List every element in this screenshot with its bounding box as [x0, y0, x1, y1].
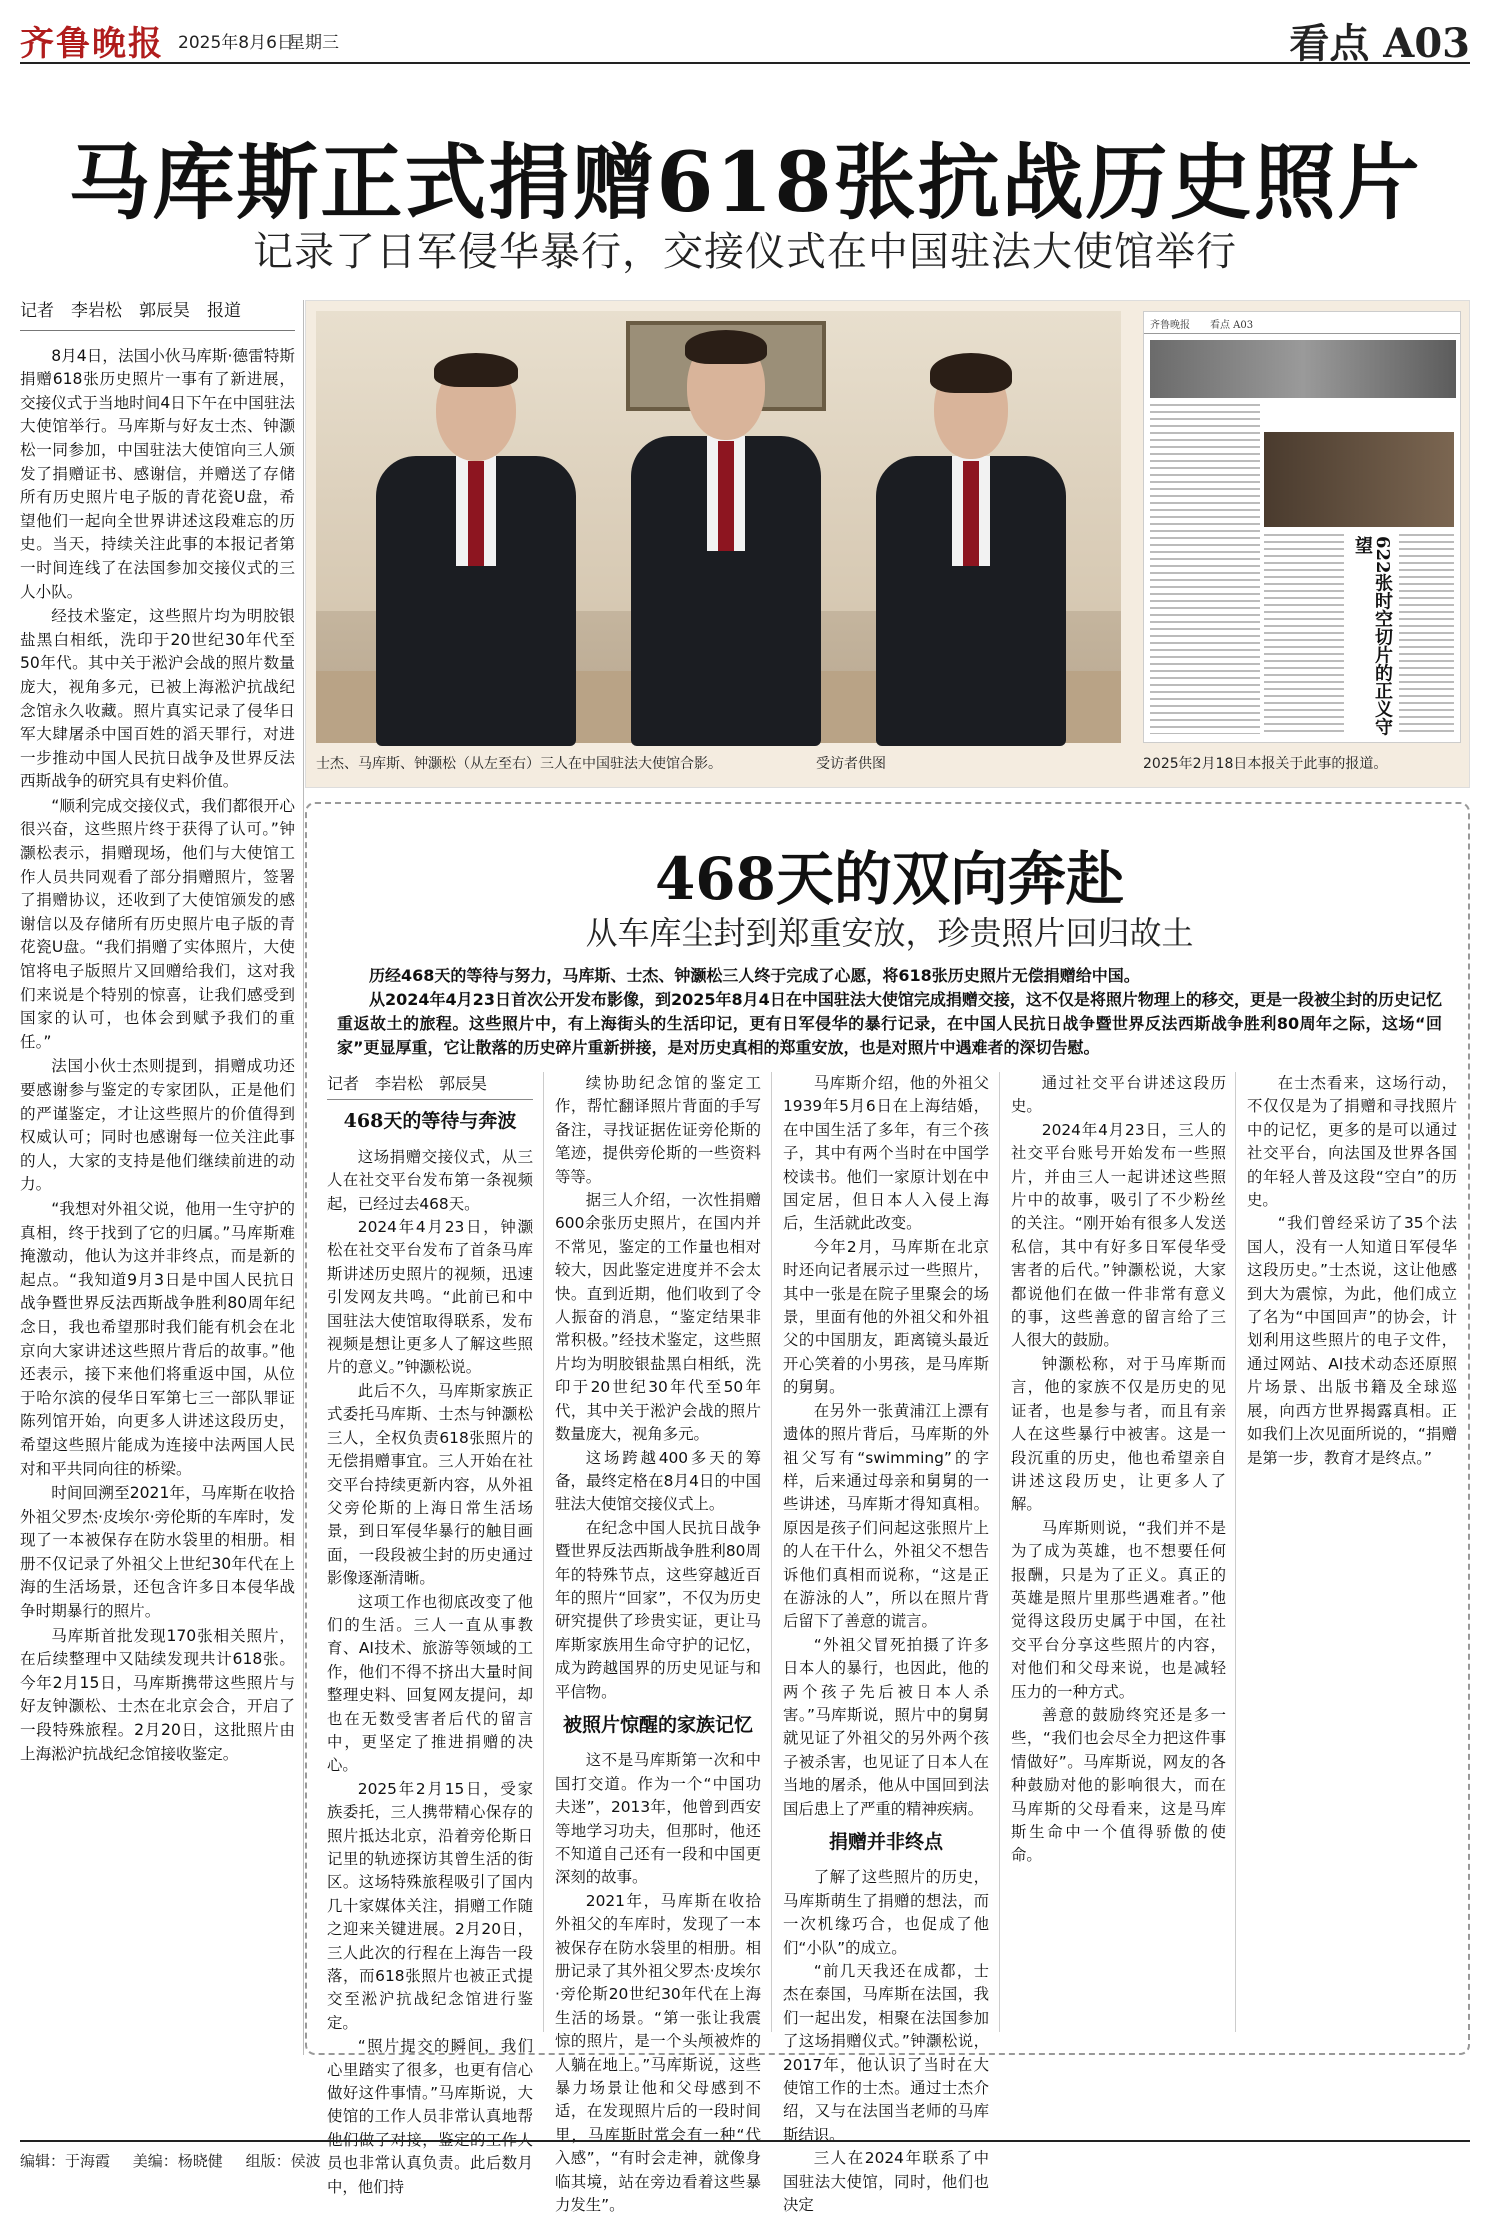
story-paragraph: 据三人介绍，一次性捐赠600余张历史照片，在国内并不常见，鉴定的工作量也相对较大，因此鉴定进度并不会太快。直到近期，他们收到了令人振奋的消息，“鉴定结果非常积极。”经技术鉴定，这些照片均为明胶银盐黑白相纸，洗印于20世纪30年代至50年代，其中关于淞沪会战的照片数量庞大，视角多元。 [555, 1191, 761, 1444]
left-paragraph: 法国小伙士杰则提到，捐赠成功还要感谢参与鉴定的专家团队，正是他们的严谨鉴定，才让这些照片的价值得到权威认可；同时也感谢每一位关注此事的人，大家的支持是他们继续前进的动力。 [20, 1057, 295, 1194]
left-paragraph: 时间回溯至2021年，马库斯在收拾外祖父罗杰·皮埃尔·旁伦斯的车库时，发现了一本被保存在防水袋里的相册。相册不仅记录了外祖父上世纪30年代在上海的生活场景，还包含许多日本侵华战争时期暴行的照片。 [20, 1484, 296, 1621]
story-paragraph: 善意的鼓励终究还是多一些，“我们也会尽全力把这件事情做好”。马库斯说，网友的各种鼓励对他的影响很大，而在马库斯的父母看来，这是马库斯生命中一个值得骄傲的使命。 [1011, 1705, 1226, 1865]
story-paragraph: 三人在2024年联系了中国驻法大使馆，同时，他们也决定 [783, 2149, 989, 2215]
story-paragraph: 在另外一张黄浦江上漂有遗体的照片背后，马库斯的外祖父写有“swimming”的字样，后来通过母亲和舅舅的一些讲述，马库斯才得知真相。原因是孩子们问起这张照片上的人在干什么，外祖父不想告诉他们真相而说称，“这是正在游泳的人”，所以在照片背后留下了善意的谎言。 [783, 1401, 989, 1631]
thumbnail-text-column [1150, 404, 1260, 734]
photo-caption [316, 753, 1121, 773]
story-paragraph: 钟灏松称，对于马库斯而言，他的家族不仅是历史的见证者，也是参与者，而且有亲人在这些暴行中被害。这是一段沉重的历史，他也希望亲自讲述这段历史，让更多人了解。 [1011, 1354, 1226, 1514]
story-paragraph: “照片提交的瞬间，我们心里踏实了很多，也更有信心做好这件事情。”马库斯说，大使馆的工作人员非常认真地帮他们做了对接，鉴定的工作人员也非常认真负责。此后数月中，他们持 [327, 2037, 533, 2196]
feature-story [305, 802, 1470, 2215]
story-paragraph: 通过社交平台讲述这段历史。 [1011, 1074, 1226, 1116]
newspaper-logo: 齐鲁晚报 [20, 24, 164, 64]
thumbnail-photo [1264, 432, 1454, 527]
thumbnail-vertical-title: 622张时空切片的正义守望 [1352, 536, 1393, 736]
main-subheadline: 记录了日军侵华暴行，交接仪式在中国驻法大使馆举行 [253, 229, 1237, 275]
story-paragraph: 这场捐赠交接仪式，从三人在社交平台发布第一条视频起，已经过去468天。 [327, 1147, 533, 1213]
story-column-4 [1011, 1072, 1226, 1868]
story-paragraph: 在士杰看来，这场行动，不仅仅是为了捐赠和寻找照片中的记忆，更多的是可以通过社交平台，向法国及世界各国的年轻人普及这段“空白”的历史。 [1247, 1074, 1457, 1210]
story-paragraph: 2021年，马库斯在收拾外祖父的车库时，发现了一本被保存在防水袋里的相册。相册记录了其外祖父罗杰·皮埃尔·旁伦斯20世纪30年代在上海生活的场景。“第一张让我震惊的照片，是一个头颅被炸的人躺在地上。”马库斯说，这些暴力场景让他和父母感到不适，在发现照片后的一段时间里，马库斯时常会有一种“代入感”，“有时会走神，就像身临其境，站在旁边看着这些暴力发生”。 [555, 1891, 761, 2215]
thumbnail-header: 齐鲁晚报 看点 A03 [1144, 312, 1460, 334]
story-byline: 记者 李岩松 郭辰昊 [327, 1072, 533, 1100]
story-column-1 [327, 1072, 533, 2199]
story-paragraph: 2024年4月23日，钟灏松在社交平台发布了首条马库斯讲述历史照片的视频，迅速引发网友共鸣。“此前已和中国驻法大使馆取得联系，发布视频是想让更多人了解这些照片的意义。”钟灏松说。 [327, 1218, 533, 1377]
section-heading: 捐赠并非终点 [828, 1831, 943, 1853]
section-heading: 468天的等待与奔波 [343, 1110, 517, 1133]
story-paragraph: 此后不久，马库斯家族正式委托马库斯、士杰与钟灏松三人，全权负责618张照片的无偿捐赠事宜。三人开始在社交平台持续更新内容，从外祖父旁伦斯的上海日常生活场景，到日军侵华暴行的触目画面，一段段被尘封的历史通过影像逐渐清晰。 [327, 1381, 533, 1588]
issue-date: 2025年8月6日 [178, 33, 294, 53]
section-label: 看点 A03 [1289, 20, 1470, 67]
story-paragraph: “外祖父冒死拍摄了许多日本人的暴行，也因此，他的两个孩子先后被日本人杀害。”马库斯说，照片中的舅舅就见证了外祖父的另外两个孩子被杀害，也见证了日本人在当地的屠杀，他从中国回到法国后患上了严重的精神疾病。 [783, 1635, 989, 1818]
left-paragraph: 马库斯首批发现170张相关照片，在后续整理中又陆续发现共计618张。今年2月15日，马库斯携带这些照片与好友钟灏松、士杰在北京会合，开启了一段特殊旅程。2月20日，这批照片由上海淞沪抗战纪念馆接收鉴定。 [20, 1626, 295, 1763]
story-paragraph: 这项工作也彻底改变了他们的生活。三人一直从事教育、AI技术、旅游等领域的工作，他们不得不挤出大量时间整理史料、回复网友提问，却也在无数受害者后代的留言中，更坚定了推进捐赠的决心。 [327, 1592, 533, 1775]
story-paragraph: 马库斯则说，“我们并不是为了成为英雄，也不想要任何报酬，只是为了正义。真正的英雄是照片里那些遇难者。”他觉得这段历史属于中国，在社交平台分享这些照片的内容，对他们和父母来说，也是减轻压力的一种方式。 [1011, 1518, 1226, 1701]
story-paragraph: 这不是马库斯第一次和中国打交道。作为一个“中国功夫迷”，2013年，他曾到西安等地学习功夫，但那时，他还不知道自己还有一段和中国更深刻的故事。 [555, 1751, 761, 1887]
lead-paragraph: 从2024年4月23日首次公开发布影像，到2025年8月4日在中国驻法大使馆完成捐赠交接，这不仅是将照片物理上的移交，更是一段被尘封的历史记忆重返故土的旅程。这些照片中，有上海街头的生活印记，更有日军侵华的暴行记录，在中国人民抗日战争暨世界反法西斯战争胜利80周年之际，这场“回家”更显厚重，它让散落的历史碎片重新拼接，是对历史真相的郑重安放，也是对照片中遇难者的深切告慰。 [337, 990, 1442, 1057]
thumbnail-caption: 2025年2月18日本报关于此事的报道。 [1143, 756, 1388, 772]
story-paragraph: 2025年2月15日，受家族委托，三人携带精心保存的照片抵达北京，沿着旁伦斯日记里的轨迹探访其曾生活的街区。这场特殊旅程吸引了国内几十家媒体关注，捐赠工作随之迎来关键进展。2月20日，三人此次的行程在上海告一段落，而618张照片也被正式提交至淞沪抗战纪念馆进行鉴定。 [327, 1779, 533, 2032]
story-column-5 [1247, 1072, 1457, 1470]
left-paragraph: “顺利完成交接仪式，我们都很开心很兴奋，这些照片终于获得了认可。”钟灏松表示，捐赠现场，他们与大使馆工作人员共同观看了部分捐赠照片，签署了捐赠协议，还收到了大使馆颁发的感谢信以及存储所有历史照片电子版的青花瓷U盘。“我们捐赠了实体照片，大使馆将电子版照片又回赠给我们，这对我们来说是个特别的惊喜，让我们感受到国家的认可，也体会到赋予我们的重任。” [20, 796, 295, 1051]
issue-weekday: 星期三 [288, 33, 339, 53]
person-right [876, 341, 1066, 743]
person-center [631, 316, 821, 743]
column-divider [1235, 1072, 1236, 2032]
photo-credit: 受访者供图 [816, 756, 886, 772]
story-paragraph: 这场跨越400多天的筹备，最终定格在8月4日的中国驻法大使馆交接仪式上。 [555, 1448, 761, 1514]
story-paragraph: “前几天我还在成都，士杰在泰国，马库斯在法国，我们一起出发，相聚在法国参加了这场捐赠仪式。”钟灏松说，2017年，他认识了当时在大使馆工作的士杰。通过士杰介绍，又与在法国当老师的马库斯结识。 [783, 1962, 989, 2144]
column-divider [303, 300, 304, 2055]
thumbnail-photo-strip [1150, 340, 1456, 398]
story-subtitle: 从车库尘封到郑重安放，珍贵照片回归故土 [585, 914, 1194, 952]
story-paragraph: 2024年4月23日，三人的社交平台账号开始发布一些照片，并由三人一起讲述这些照片中的故事，吸引了不少粉丝的关注。“刚开始有很多人发送私信，其中有好多日军侵华受害者的后代。”钟灏松说，大家都说他们在做一件非常有意义的事，这些善意的留言给了三人很大的鼓励。 [1011, 1120, 1226, 1350]
thumbnail-text-column [1399, 534, 1454, 734]
column-divider [543, 1072, 544, 2032]
column-divider [771, 1072, 772, 2032]
group-photo [316, 311, 1121, 743]
story-lead [337, 964, 1442, 1060]
left-article [20, 300, 295, 2055]
story-paragraph: 在纪念中国人民抗日战争暨世界反法西斯战争胜利80周年的特殊节点，这些穿越近百年的照片“回家”，不仅为历史研究提供了珍贵实证，更让马库斯家族用生命守护的记忆，成为跨越国界的历史见证与和平信物。 [555, 1518, 761, 1701]
left-paragraph: 经技术鉴定，这些照片均为明胶银盐黑白相纸，洗印于20世纪30年代至50年代。其中关于淞沪会战的照片数量庞大，视角多元，已被上海淞沪抗战纪念馆永久收藏。照片真实记录了侵华日军大肆屠杀中国百姓的滔天罪行，对进一步推动中国人民抗日战争及世界反法西斯战争的研究具有史料价值。 [20, 607, 295, 791]
left-byline: 记者 李岩松 郭辰昊 报道 [20, 300, 295, 331]
column-divider [999, 1072, 1000, 2032]
story-column-3 [783, 1072, 989, 2218]
previous-report-thumbnail [1143, 311, 1461, 743]
thumbnail-text-column [1264, 534, 1344, 734]
page-header [20, 12, 1470, 67]
photo-block [305, 300, 1470, 788]
story-title: 468天的双向奔赴 [654, 845, 1125, 913]
editor-credit: 编辑：于海霞 [20, 2152, 111, 2170]
story-paragraph: “我们曾经采访了35个法国人，没有一人知道日军侵华这段历史。”士杰说，这让他感到大为震惊，为此，他们成立了名为“中国回声”的协会，计划利用这些照片的电子文件，通过网站、AI技术动态还原照片场景、出版书籍及全球巡展，向西方世界揭露真相。正如我们上次见面所说的，“捐赠是第一步，教育才是终点。” [1247, 1214, 1457, 1467]
story-paragraph: 了解了这些照片的历史，马库斯萌生了捐赠的想法，而一次机缘巧合，也促成了他们“小队”的成立。 [783, 1868, 989, 1957]
person-left [376, 331, 576, 743]
page-footer [20, 2140, 1470, 2171]
left-paragraph: “我想对外祖父说，他用一生守护的真相，终于找到了它的归属。”马库斯难掩激动，他认为这并非终点，而是新的起点。“我知道9月3日是中国人民抗日战争暨世界反法西斯战争胜利80周年纪念日，我也希望那时我们能有机会在北京向大家讲述这些照片背后的故事。”他还表示，接下来他们将重返中国，从位于哈尔滨的侵华日军第七三一部队罪证陈列馆开始，向更多人讲述这段历史，希望这些照片能成为连接中法两国人民对和平共同向往的桥梁。 [20, 1199, 295, 1478]
main-headline: 马库斯正式捐赠618张抗战历史照片 [68, 135, 1422, 231]
photo-caption-text: 士杰、马库斯、钟灏松（从左至右）三人在中国驻法大使馆合影。 [316, 756, 722, 772]
left-paragraph: 8月4日，法国小伙马库斯·德雷特斯捐赠618张历史照片一事有了新进展，交接仪式于当地时间4日下午在中国驻法大使馆举行。马库斯与好友士杰、钟灏松一同参加，中国驻法大使馆向三人颁发了捐赠证书、感谢信，并赠送了存储所有历史照片电子版的青花瓷U盘，希望他们一起向全世界讲述这段难忘的历史。当天，持续关注此事的本报记者第一时间连线了在法国参加交接仪式的三人小队。 [20, 346, 296, 601]
layout-credit: 组版：侯波 [245, 2152, 321, 2170]
story-column-2 [555, 1072, 761, 2218]
story-paragraph: 续协助纪念馆的鉴定工作，帮忙翻译照片背面的手写备注，寻找证据佐证旁伦斯的笔迹，提供旁伦斯的一些资料等等。 [555, 1074, 761, 1186]
story-paragraph: 今年2月，马库斯在北京时还向记者展示过一些照片，其中一张是在院子里聚会的场景，里面有他的外祖父和外祖父的中国朋友，距离镜头最近开心笑着的小男孩，是马库斯的舅舅。 [783, 1237, 989, 1397]
section-heading: 被照片惊醒的家族记忆 [562, 1713, 753, 1736]
story-paragraph: 马库斯介绍，他的外祖父1939年5月6日在上海结婚，在中国生活了多年，有三个孩子，其中有两个当时在中国学校读书。他们一家原计划在中国定居，但日本人入侵上海后，生活就此改变。 [783, 1074, 989, 1233]
lead-paragraph: 历经468天的等待与努力，马库斯、士杰、钟灏松三人终于完成了心愿，将618张历史照片无偿捐赠给中国。 [369, 966, 1140, 985]
designer-credit: 美编：杨晓健 [132, 2152, 223, 2170]
